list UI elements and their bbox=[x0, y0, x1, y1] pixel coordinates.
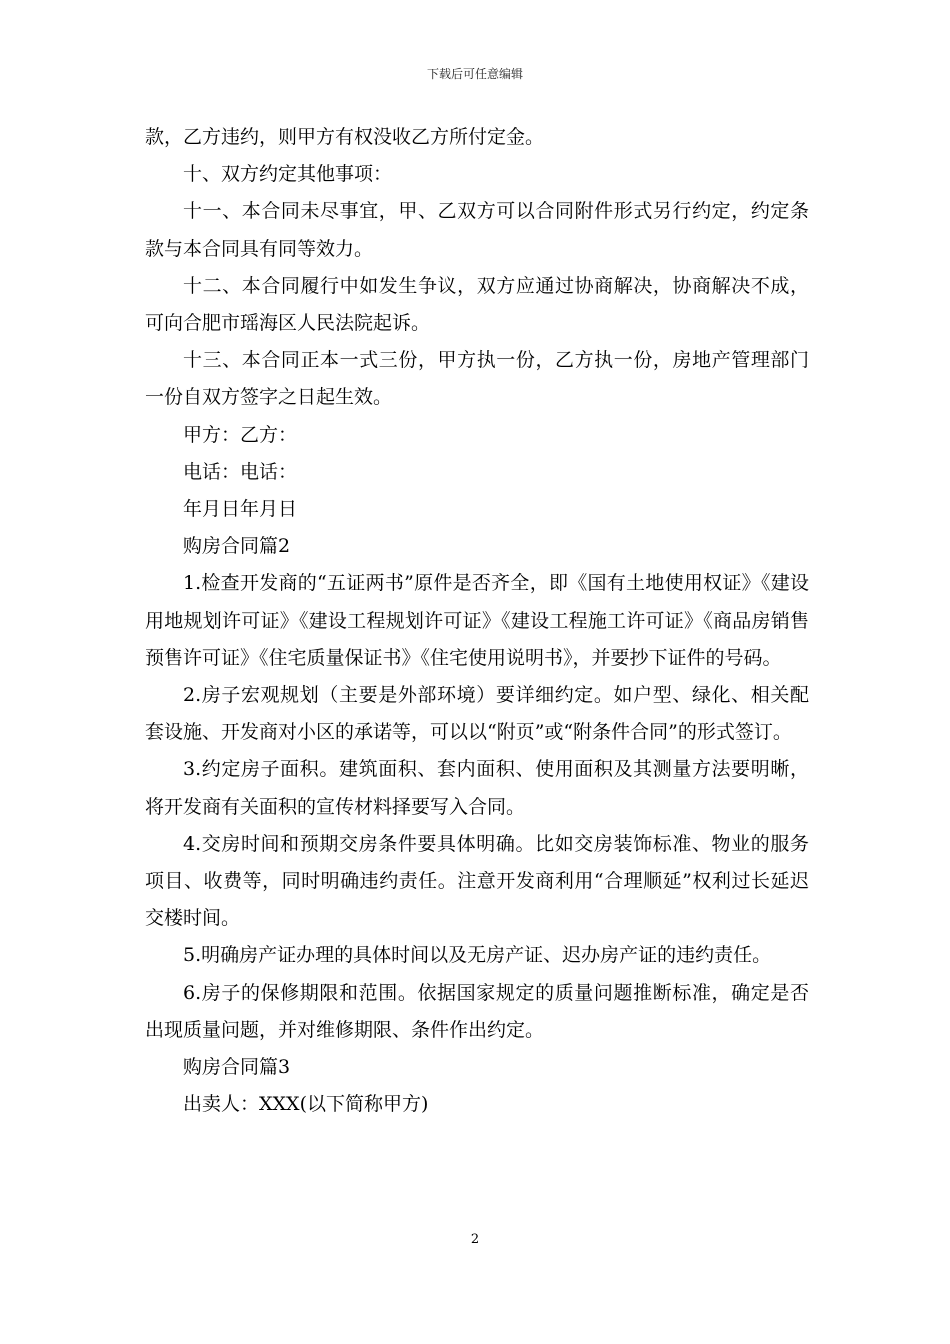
signature-date-line: 年月日年月日 bbox=[183, 498, 298, 521]
page-header: 下载后可任意编辑 bbox=[426, 67, 523, 81]
signature-party-line: 甲方：乙方： bbox=[183, 423, 298, 446]
list-item: 5.明确房产证办理的具体时间以及无房产证、迟办房产证的违约责任。 bbox=[183, 944, 772, 967]
section-heading: 购房合同篇2 bbox=[183, 535, 291, 558]
paragraph: 十一、本合同未尽事宜，甲、乙双方可以合同附件形式另行约定，约定条款与本合同具有同等效力。 bbox=[145, 200, 809, 260]
paragraph: 十三、本合同正本一式三份，甲方执一份，乙方执一份，房地产管理部门一份自双方签字之日起生效。 bbox=[145, 349, 809, 409]
paragraph: 十、双方约定其他事项： bbox=[183, 163, 393, 186]
page-number: 2 bbox=[470, 1232, 480, 1247]
list-item: 4.交房时间和预期交房条件要具体明确。比如交房装饰标准、物业的服务项目、收费等，同时明确违约责任。注意开发商利用“合理顺延”权利过长延迟交楼时间。 bbox=[145, 832, 809, 930]
section-heading: 购房合同篇3 bbox=[183, 1056, 291, 1079]
document-body bbox=[145, 119, 809, 1123]
paragraph: 出卖人：XXX(以下简称甲方) bbox=[183, 1093, 429, 1116]
paragraph: 款，乙方违约，则甲方有权没收乙方所付定金。 bbox=[145, 126, 545, 148]
list-item: 6.房子的保修期限和范围。依据国家规定的质量问题推断标准，确定是否出现质量问题，并对维修期限、条件作出约定。 bbox=[145, 981, 809, 1041]
list-item: 1.检查开发商的“五证两书”原件是否齐全，即《国有土地使用权证》《建设用地规划许可证》《建设工程规划许可证》《建设工程施工许可证》《商品房销售预售许可证》《住宅质量保证书》《住宅使用说明书》，并要抄下证件的号码。 bbox=[145, 572, 809, 669]
list-item: 2.房子宏观规划（主要是外部环境）要详细约定。如户型、绿化、相关配套设施、开发商对小区的承诺等，可以以“附页”或“附条件合同”的形式签订。 bbox=[145, 684, 809, 744]
list-item: 3.约定房子面积。建筑面积、套内面积、使用面积及其测量方法要明晰，将开发商有关面积的宣传材料择要写入合同。 bbox=[145, 758, 809, 818]
signature-phone-line: 电话：电话： bbox=[183, 460, 298, 483]
paragraph: 十二、本合同履行中如发生争议，双方应通过协商解决，协商解决不成，可向合肥市瑶海区人民法院起诉。 bbox=[145, 274, 809, 335]
